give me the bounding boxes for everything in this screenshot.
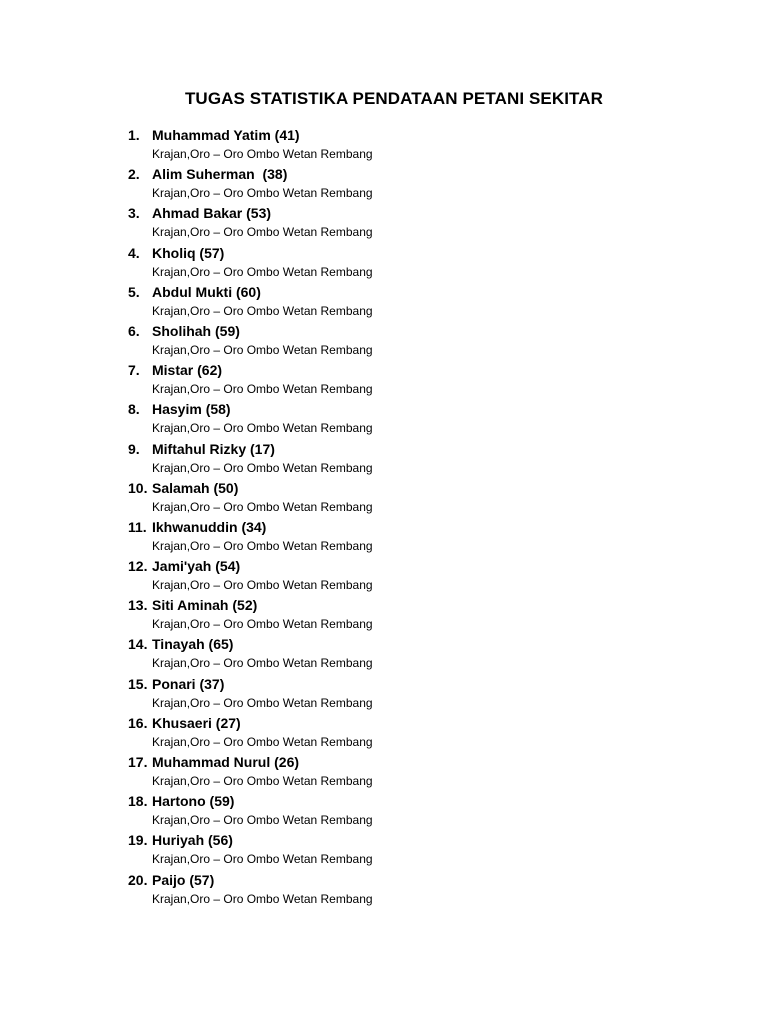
farmer-name: Huriyah (56) (152, 832, 233, 849)
farmer-name: Paijo (57) (152, 871, 215, 888)
list-item (128, 830, 688, 869)
farmer-name: Kholiq (57) (152, 244, 225, 261)
item-number: 16. (128, 714, 148, 731)
list-item (128, 517, 688, 556)
list-item (128, 595, 688, 634)
list-item (128, 360, 688, 399)
farmer-address: Krajan,Oro – Oro Ombo Wetan Rembang (152, 382, 373, 397)
farmer-name: Tinayah (65) (152, 636, 234, 653)
farmer-address: Krajan,Oro – Oro Ombo Wetan Rembang (152, 578, 373, 593)
farmer-address: Krajan,Oro – Oro Ombo Wetan Rembang (152, 499, 373, 514)
farmer-name: Muhammad Yatim (41) (152, 127, 300, 143)
item-number: 12. (128, 558, 148, 575)
item-number: 5. (128, 283, 140, 300)
farmer-address: Krajan,Oro – Oro Ombo Wetan Rembang (152, 891, 373, 906)
item-number: 14. (128, 636, 148, 653)
farmer-name: Ahmad Bakar (53) (152, 205, 272, 222)
farmer-address: Krajan,Oro – Oro Ombo Wetan Rembang (152, 774, 373, 788)
list-item (128, 439, 688, 478)
list-item (128, 634, 688, 673)
farmer-address: Krajan,Oro – Oro Ombo Wetan Rembang (152, 225, 373, 240)
farmer-list (128, 125, 688, 909)
list-item (128, 752, 688, 791)
farmer-name: Ikhwanuddin (34) (152, 518, 267, 535)
item-number: 20. (128, 871, 148, 888)
page-title: TUGAS STATISTIKA PENDATAAN PETANI SEKITAR (184, 89, 604, 108)
farmer-address: Krajan,Oro – Oro Ombo Wetan Rembang (152, 617, 373, 632)
farmer-address: Krajan,Oro – Oro Ombo Wetan Rembang (152, 147, 373, 161)
list-item (128, 164, 688, 203)
farmer-name: Alim Suherman (38) (152, 166, 288, 183)
list-item (128, 870, 688, 909)
farmer-name: Ponari (37) (152, 675, 225, 692)
item-number: 15. (128, 675, 148, 692)
farmer-name: Miftahul Rizky (17) (152, 440, 275, 457)
item-number: 19. (128, 832, 148, 849)
item-number: 17. (128, 754, 148, 770)
farmer-address: Krajan,Oro – Oro Ombo Wetan Rembang (152, 695, 373, 710)
farmer-address: Krajan,Oro – Oro Ombo Wetan Rembang (152, 734, 373, 749)
farmer-name: Abdul Mukti (60) (152, 283, 261, 300)
farmer-address: Krajan,Oro – Oro Ombo Wetan Rembang (152, 264, 373, 279)
item-number: 13. (128, 597, 148, 614)
farmer-address: Krajan,Oro – Oro Ombo Wetan Rembang (152, 813, 373, 828)
list-item (128, 399, 688, 438)
list-item (128, 556, 688, 595)
item-number: 18. (128, 793, 148, 810)
list-item (128, 125, 688, 164)
farmer-name: Salamah (50) (152, 479, 239, 496)
item-number: 9. (128, 440, 140, 457)
farmer-address: Krajan,Oro – Oro Ombo Wetan Rembang (152, 303, 373, 318)
list-item (128, 203, 688, 242)
farmer-name: Hasyim (58) (152, 401, 231, 418)
list-item (128, 713, 688, 752)
item-number: 8. (128, 401, 140, 418)
farmer-address: Krajan,Oro – Oro Ombo Wetan Rembang (152, 538, 373, 553)
farmer-name: Hartono (59) (152, 793, 235, 810)
item-number: 4. (128, 244, 140, 261)
item-number: 2. (128, 166, 140, 183)
farmer-address: Krajan,Oro – Oro Ombo Wetan Rembang (152, 656, 373, 671)
farmer-address: Krajan,Oro – Oro Ombo Wetan Rembang (152, 421, 373, 436)
item-number: 1. (128, 127, 140, 143)
farmer-name: Jami'yah (54) (152, 558, 241, 575)
farmer-name: Mistar (62) (152, 362, 223, 379)
farmer-address: Krajan,Oro – Oro Ombo Wetan Rembang (152, 186, 373, 201)
list-item (128, 243, 688, 282)
item-number: 11. (128, 518, 147, 535)
farmer-name: Sholihah (59) (152, 322, 240, 339)
list-item (128, 321, 688, 360)
farmer-name: Khusaeri (27) (152, 714, 241, 731)
farmer-address: Krajan,Oro – Oro Ombo Wetan Rembang (152, 460, 373, 475)
list-item (128, 791, 688, 830)
farmer-address: Krajan,Oro – Oro Ombo Wetan Rembang (152, 852, 373, 867)
farmer-name: Muhammad Nurul (26) (152, 754, 300, 770)
item-number: 3. (128, 205, 140, 222)
farmer-name: Siti Aminah (52) (152, 597, 258, 614)
farmer-address: Krajan,Oro – Oro Ombo Wetan Rembang (152, 342, 373, 357)
item-number: 6. (128, 322, 140, 339)
item-number: 7. (128, 362, 140, 379)
list-item (128, 478, 688, 517)
item-number: 10. (128, 479, 148, 496)
list-item (128, 674, 688, 713)
list-item (128, 282, 688, 321)
